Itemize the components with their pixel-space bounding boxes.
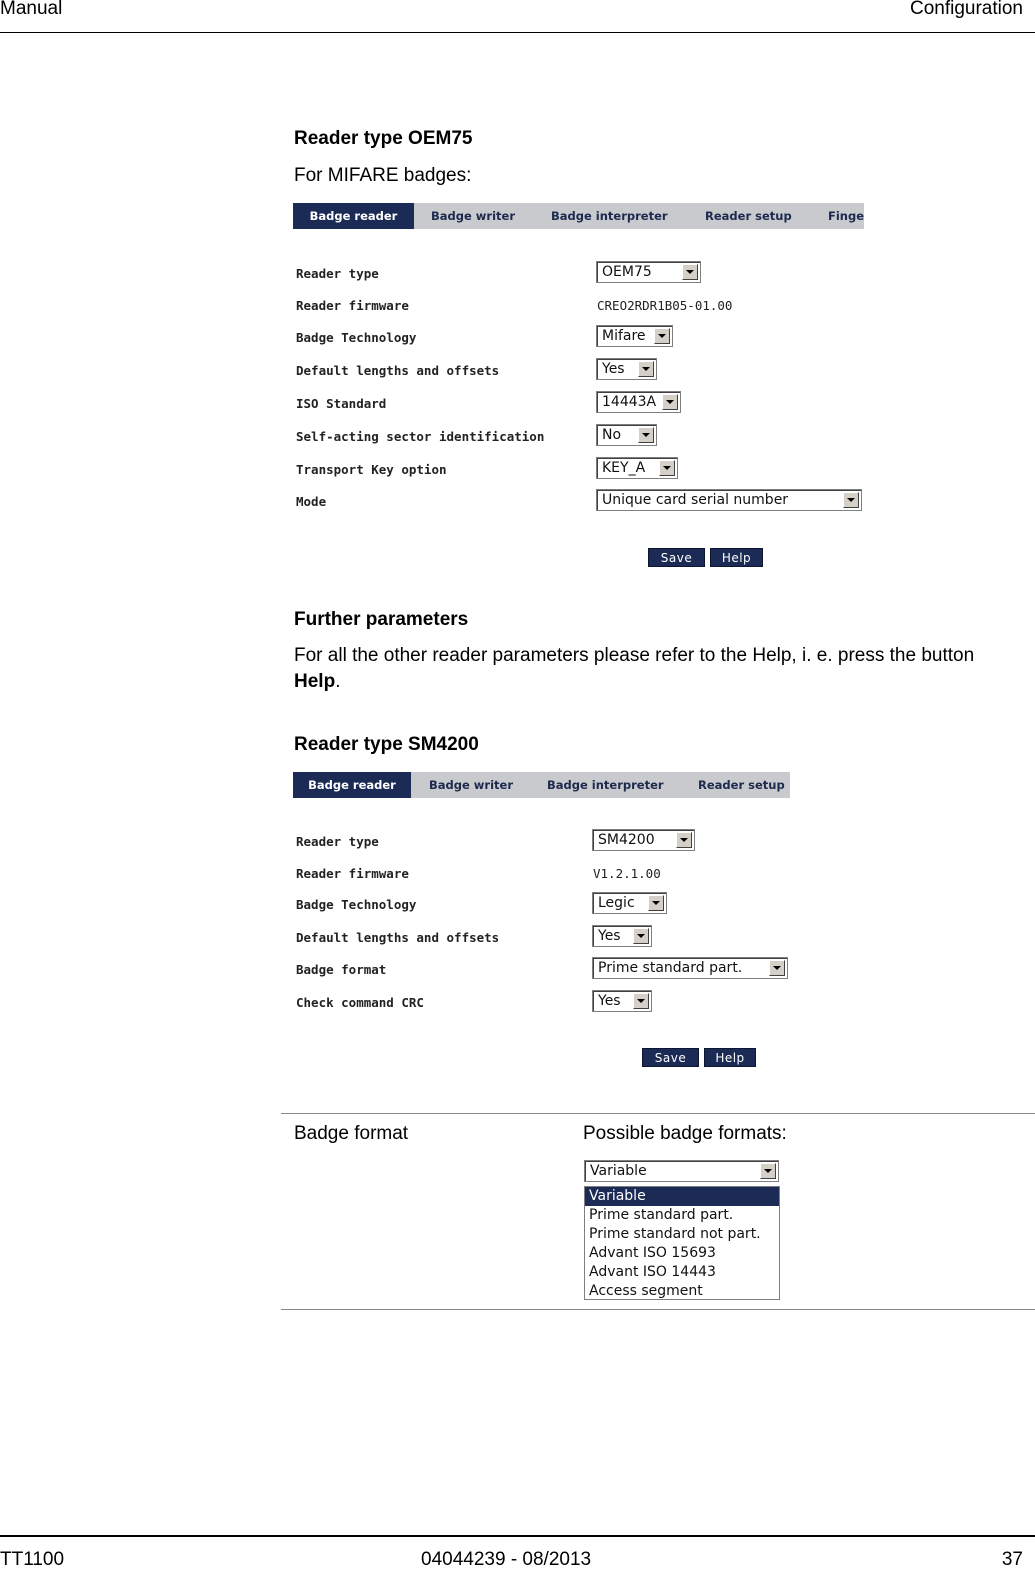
dropdown-arrow-icon: [760, 1163, 776, 1179]
label-default-lengths: Default lengths and offsets: [296, 363, 500, 378]
badge-format-listbox[interactable]: [584, 1186, 780, 1300]
sm-default-lengths-value: Yes: [598, 928, 621, 944]
footer-page-number: 37: [1001, 1549, 1023, 1570]
help-button[interactable]: Help: [704, 1048, 756, 1067]
badge-technology-select[interactable]: [596, 325, 673, 347]
header-section: Configuration: [909, 0, 1023, 19]
further-help-word: Help: [294, 671, 336, 692]
label-badge-format: Badge format: [296, 962, 387, 977]
footer-doc-number: 04044239 - 08/2013: [421, 1549, 592, 1570]
option-advant-iso-15693[interactable]: Advant ISO 15693: [589, 1245, 716, 1261]
dropdown-arrow-icon: [676, 832, 692, 848]
save-button[interactable]: Save: [648, 548, 705, 567]
tab-badge-writer[interactable]: Badge writer: [429, 778, 513, 792]
sm-check-crc-value: Yes: [598, 993, 621, 1009]
sm-reader-type-select[interactable]: [592, 829, 695, 851]
label-mode: Mode: [296, 494, 327, 509]
option-advant-iso-14443[interactable]: Advant ISO 14443: [589, 1264, 716, 1280]
label-reader-firmware: Reader firmware: [296, 298, 409, 313]
heading-oem75: Reader type OEM75: [294, 128, 473, 149]
badge-format-dropdown-value: Variable: [590, 1163, 647, 1179]
sm-badge-format-value: Prime standard part.: [598, 960, 743, 976]
mode-value: Unique card serial number: [602, 492, 789, 508]
label-default-lengths: Default lengths and offsets: [296, 930, 500, 945]
option-access-segment[interactable]: Access segment: [589, 1283, 703, 1299]
mode-select[interactable]: [596, 489, 862, 511]
sm-default-lengths-select[interactable]: [592, 925, 652, 947]
further-period: .: [335, 671, 341, 692]
save-button[interactable]: Save: [642, 1048, 699, 1067]
label-reader-type: Reader type: [296, 266, 379, 281]
table-top-rule: [281, 1113, 1035, 1114]
sm-badge-format-select[interactable]: [592, 957, 788, 979]
tab-finger[interactable]: Finge: [828, 209, 864, 223]
tab-badge-interpreter[interactable]: Badge interpreter: [551, 209, 668, 223]
header-manual: Manual: [0, 0, 63, 19]
badge-format-dropdown[interactable]: [584, 1160, 779, 1182]
table-bottom-rule: [281, 1309, 1035, 1310]
heading-sm4200: Reader type SM4200: [294, 734, 479, 755]
reader-firmware-value: CREO2RDR1B05-01.00: [597, 298, 733, 313]
badge-technology-value: Mifare: [602, 328, 646, 344]
iso-standard-value: 14443A: [602, 394, 657, 410]
default-lengths-select[interactable]: [596, 358, 657, 380]
dropdown-arrow-icon: [843, 492, 859, 508]
reader-type-value: OEM75: [602, 264, 652, 280]
label-transport-key: Transport Key option: [296, 462, 447, 477]
transport-key-value: KEY_A: [602, 460, 646, 476]
sm-check-crc-select[interactable]: [592, 990, 652, 1012]
tab-badge-writer[interactable]: Badge writer: [431, 209, 515, 223]
dropdown-arrow-icon: [638, 361, 654, 377]
dropdown-arrow-icon: [769, 960, 785, 976]
oem75-intro: For MIFARE badges:: [294, 165, 472, 186]
dropdown-arrow-icon: [633, 993, 649, 1009]
dropdown-arrow-icon: [633, 928, 649, 944]
dropdown-arrow-icon: [682, 264, 698, 280]
label-reader-firmware: Reader firmware: [296, 866, 409, 881]
default-lengths-value: Yes: [602, 361, 625, 377]
table-cell-badge-format: Badge format: [294, 1123, 409, 1144]
table-cell-possible-formats: Possible badge formats:: [583, 1123, 787, 1144]
further-paragraph: [294, 643, 994, 695]
label-reader-type: Reader type: [296, 834, 379, 849]
option-prime-standard-not-part[interactable]: Prime standard not part.: [589, 1226, 761, 1242]
further-text: For all the other reader parameters please refer to the Help, i. e. press the button: [294, 645, 975, 666]
tab-reader-setup[interactable]: Reader setup: [705, 209, 792, 223]
dropdown-arrow-icon: [654, 328, 670, 344]
footer-divider: [0, 1535, 1035, 1537]
sm-badge-technology-select[interactable]: [592, 892, 667, 914]
transport-key-select[interactable]: [596, 457, 678, 479]
self-acting-value: No: [602, 427, 622, 443]
label-badge-technology: Badge Technology: [296, 897, 417, 912]
tab-badge-reader[interactable]: Badge reader: [293, 772, 411, 798]
option-prime-standard-part[interactable]: Prime standard part.: [589, 1207, 734, 1223]
label-iso-standard: ISO Standard: [296, 396, 387, 411]
reader-type-select[interactable]: [596, 261, 701, 283]
tab-reader-setup[interactable]: Reader setup: [698, 778, 785, 792]
tab-badge-interpreter[interactable]: Badge interpreter: [547, 778, 664, 792]
sm-reader-firmware-value: V1.2.1.00: [593, 866, 661, 881]
help-button[interactable]: Help: [710, 548, 763, 567]
sm4200-tab-bar: [293, 772, 790, 798]
label-check-crc: Check command CRC: [296, 995, 424, 1010]
footer-product: TT1100: [0, 1549, 65, 1570]
dropdown-arrow-icon: [648, 895, 664, 911]
oem75-tab-bar: [293, 203, 864, 229]
sm-badge-technology-value: Legic: [598, 895, 635, 911]
label-self-acting: Self-acting sector identification: [296, 429, 545, 444]
sm-reader-type-value: SM4200: [598, 832, 655, 848]
dropdown-arrow-icon: [662, 394, 678, 410]
label-badge-technology: Badge Technology: [296, 330, 417, 345]
heading-further-parameters: Further parameters: [294, 609, 469, 630]
dropdown-arrow-icon: [659, 460, 675, 476]
option-variable[interactable]: Variable: [585, 1187, 779, 1206]
dropdown-arrow-icon: [638, 427, 654, 443]
tab-badge-reader[interactable]: Badge reader: [293, 203, 414, 229]
iso-standard-select[interactable]: [596, 391, 681, 413]
header-divider: [0, 32, 1035, 33]
self-acting-select[interactable]: [596, 424, 657, 446]
